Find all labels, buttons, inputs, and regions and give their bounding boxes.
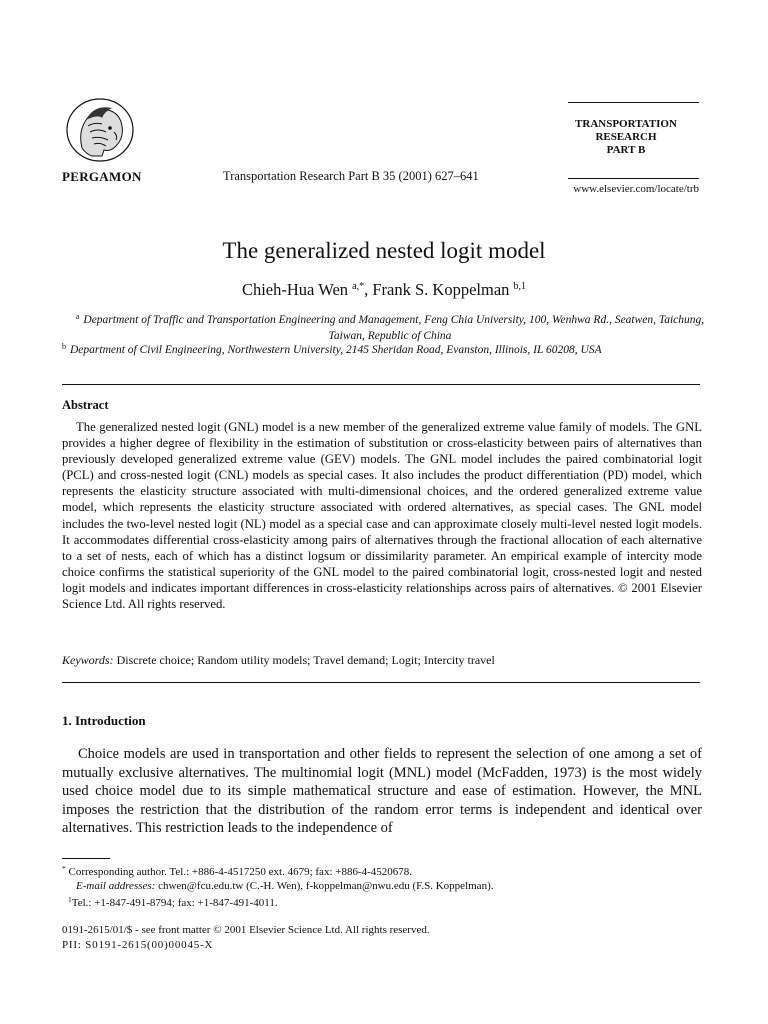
journal-name-line: PART B [606, 144, 646, 156]
abstract-bottom-rule [62, 682, 700, 683]
pii-line: PII: S0191-2615(00)00045-X [62, 939, 214, 951]
author-marks: b,1 [513, 281, 527, 292]
publisher-name: PERGAMON [62, 169, 142, 184]
journal-name-line: TRANSPORTATION [575, 118, 677, 130]
affiliation-mark: a [75, 312, 80, 321]
publisher-logo-icon [64, 96, 136, 166]
footnote-email [76, 880, 493, 892]
journal-citation: Transportation Research Part B 35 (2001) 627–641 [223, 169, 479, 183]
keywords-line [62, 653, 495, 668]
author-name: Chieh-Hua Wen [241, 280, 349, 299]
author-name: Frank S. Koppelman [372, 280, 510, 299]
affiliation-text: Department of Civil Engineering, Northwestern University, 2145 Sheridan Road, Evanston, Illinois, IL 60208, USA [70, 344, 602, 356]
journal-url-link[interactable]: www.elsevier.com/locate/trb [573, 183, 699, 195]
email-addresses[interactable]: chwen@fcu.edu.tw (C.-H. Wen), f-koppelman@nwu.edu (F.S. Koppelman). [158, 880, 494, 892]
footnote-mark: * [62, 864, 66, 873]
affiliation-mark: b [62, 342, 66, 351]
author-marks: a,* [352, 281, 365, 292]
affiliation-a [70, 309, 710, 344]
footnote-text: Tel.: +1-847-491-8794; fax: +1-847-491-4011. [71, 897, 278, 909]
footnote-rule [62, 858, 110, 859]
journal-top-rule [568, 102, 699, 103]
keywords-label: Keywords: [62, 653, 114, 667]
section-body: Choice models are used in transportation and other fields to represent the selection of one among a set of mutually exclusive alternatives. The multinomial logit (MNL) model (McFadden, 1973) is the most widely used choice model due to its simple mathematical structure and ease of estimation. However, the MNL imposes the restriction that the distribution of the random error terms is independent and identical over alternatives. This restriction leads to the independence of [62, 746, 702, 836]
journal-bottom-rule [568, 178, 699, 179]
abstract-heading: Abstract [62, 398, 109, 412]
journal-name-block [556, 118, 696, 157]
affiliation-text: Department of Traffic and Transportation Engineering and Management, Feng Chia University, 100, Wenhwa Rd., Seatwen, Taichung, Taiwan, Republic of China [83, 314, 705, 342]
footnote-mark: 1 [68, 895, 72, 904]
journal-name-line: RESEARCH [595, 131, 657, 143]
front-matter-line: 0191-2615/01/$ - see front matter © 2001 Elsevier Science Ltd. All rights reserved. [62, 924, 430, 936]
abstract-top-rule [62, 384, 700, 385]
email-label: E-mail addresses: [76, 880, 156, 892]
affiliation-b [62, 342, 702, 356]
footnote-corresponding [62, 864, 412, 878]
abstract-body: The generalized nested logit (GNL) model is a new member of the generalized extreme value family of models. The GNL provides a higher degree of flexibility in the estimation of substitution or cross-elasticity between pairs of alternatives than previously developed generalized extreme value (GEV) models. The GNL model includes the paired combinatorial logit (PCL) and cross-nested logit (CNL) models as special cases. It also includes the product differentiation (PD) model, which represents the elasticity structure associated with multi-dimensional choices, and the ordered generalized extreme value model, which represents the elasticity structure associated with ordered alternatives, as special cases. The GNL model includes the two-level nested logit (NL) model as a special case and can approximate closely multi-level nested logit models. It accommodates differential cross-elasticity among pairs of alternatives through the fractional allocation of each alternative to a set of nests, each of which has a distinct logsum or dissimilarity parameter. An empirical example of intercity mode choice confirms the statistical superiority of the GNL model to the paired combinatorial logit, cross-nested logit and nested logit models and indicates important differences in cross-elasticity relationships across pairs of alternatives. © 2001 Elsevier Science Ltd. All rights reserved. [62, 420, 702, 612]
section-heading: 1. Introduction [62, 713, 146, 728]
article-title: The generalized nested logit model [222, 238, 546, 263]
keywords-text: Discrete choice; Random utility models; Travel demand; Logit; Intercity travel [116, 653, 495, 667]
footnote-tel [68, 895, 278, 909]
footnote-text: Corresponding author. Tel.: +886-4-4517250 ext. 4679; fax: +886-4-4520678. [68, 866, 413, 878]
author-list: Chieh-Hua Wen $^{a,*}$, Frank S. Koppelman $^{b,1}$ [241, 280, 527, 299]
